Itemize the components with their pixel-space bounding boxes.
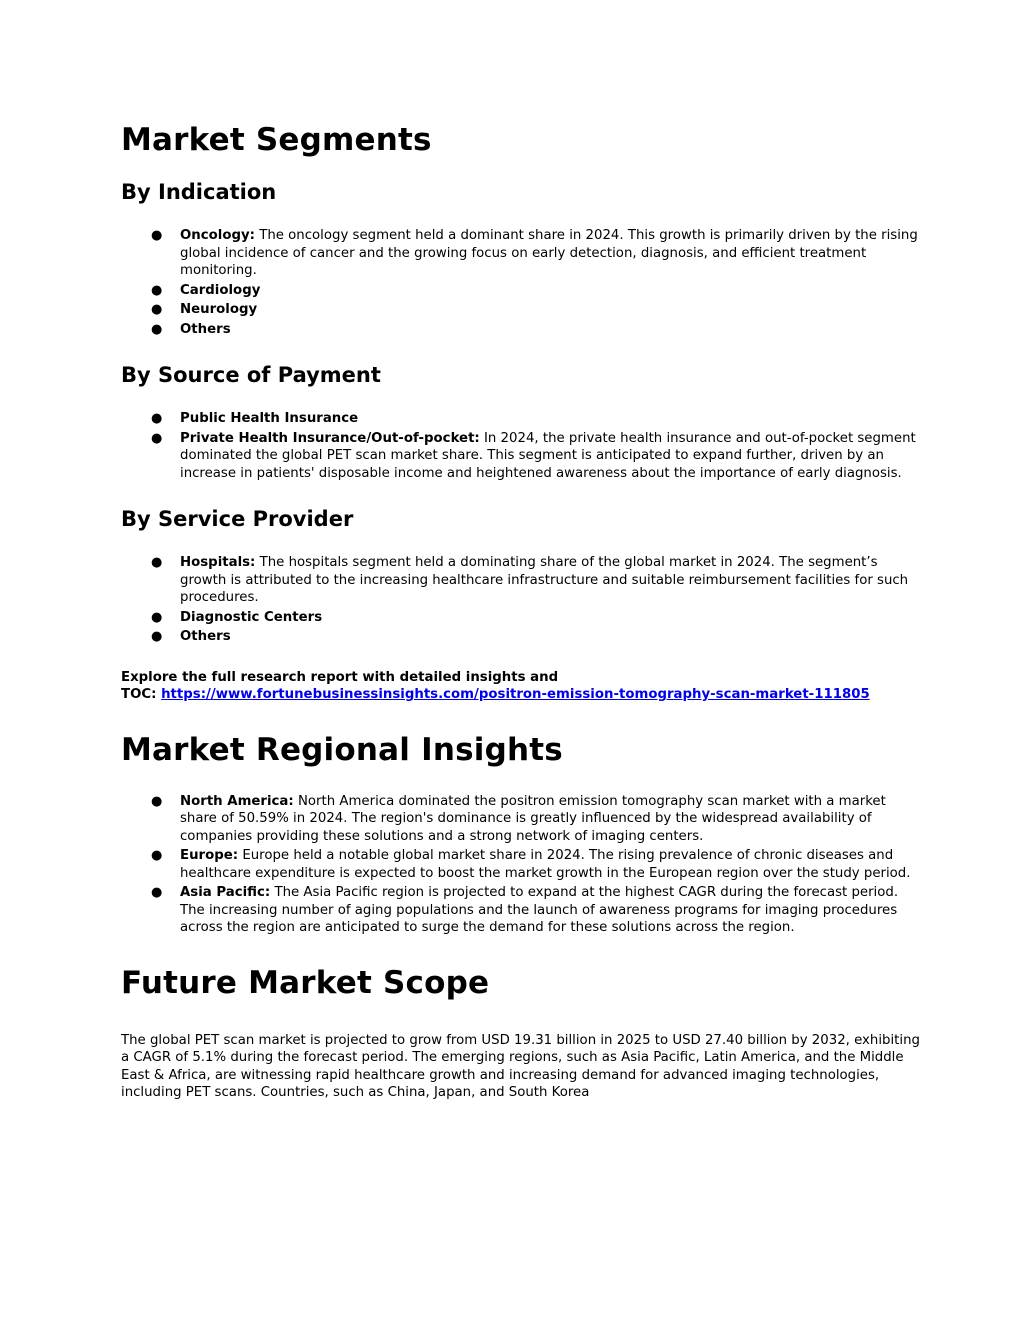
toc-line (121, 686, 921, 704)
item-title: Others (180, 629, 231, 644)
item-title: Others (180, 321, 231, 337)
by-indication-heading: By Indication (121, 180, 277, 204)
payment-list (121, 410, 921, 482)
item-text: Europe held a notable global market share in 2024. The rising prevalence of chronic diseases and healthcare expenditure is expected to boost the market growth in the European region over the study period. (180, 848, 911, 881)
list-item-private-insurance (121, 430, 921, 483)
item-title: North America: (180, 793, 294, 809)
bullet-icon: ● (151, 555, 163, 570)
list-item-cardiology (121, 282, 921, 300)
bullet-icon: ● (151, 885, 163, 900)
bullet-icon: ● (151, 228, 163, 243)
market-segments-title: Market Segments (121, 122, 432, 158)
list-item-hospitals (121, 554, 921, 607)
list-item-europe (121, 847, 921, 882)
item-title: Diagnostic Centers (180, 609, 323, 625)
future-scope-title: Future Market Scope (121, 964, 490, 1001)
list-item-others (121, 321, 921, 339)
list-item-north-america (121, 793, 921, 846)
future-scope-paragraph: The global PET scan market is projected to grow from USD 19.31 billion in 2025 to USD 27.40 billion by 2032, exhibiting a CAGR of 5.1% during the forecast period. The emerging regions, such as Asia Pacific, Latin America, and the Middle East & Africa, are witnessing rapid healthcare growth and increasing demand for advanced imaging technologies, including PET scans. Countries, such as China, Japan, and South Korea (121, 1032, 920, 1100)
explore-report (121, 669, 921, 704)
toc-label: TOC: (121, 687, 157, 702)
item-title: Hospitals: (180, 555, 256, 570)
item-text: The hospitals segment held a dominating share of the global market in 2024. The segment’s growth is attributed to the increasing healthcare infrastructure and suitable reimbursement facilities for such procedures. (180, 555, 909, 605)
list-item-public-insurance (121, 410, 921, 428)
bullet-icon: ● (151, 430, 163, 446)
regional-insights-title: Market Regional Insights (121, 731, 563, 768)
service-provider-list (121, 554, 921, 646)
by-service-provider-heading: By Service Provider (121, 507, 354, 531)
document-page (121, 0, 921, 1102)
item-title: Cardiology (180, 282, 261, 298)
item-text: In 2024, the private health insurance and out-of-pocket segment dominated the global PET scan market share. This segment is anticipated to expand further, driven by an increase in patients' disposable income and heightened awareness about the importance of early diagnosis. (180, 430, 916, 481)
list-item-neurology (121, 301, 921, 319)
bullet-icon: ● (151, 848, 163, 863)
item-title: Asia Pacific: (180, 885, 271, 900)
by-source-of-payment-heading: By Source of Payment (121, 363, 381, 387)
bullet-icon: ● (151, 321, 163, 337)
explore-text: Explore the full research report with detailed insights and (121, 669, 559, 685)
bullet-icon: ● (151, 302, 163, 317)
report-link[interactable]: https://www.fortunebusinessinsights.com/positron-emission-tomography-scan-market-111805 (161, 687, 870, 702)
list-item-others (121, 628, 921, 646)
item-title: Neurology (180, 302, 258, 317)
bullet-icon: ● (151, 411, 163, 426)
item-text: The oncology segment held a dominant share in 2024. This growth is primarily driven by the rising global incidence of cancer and the growing focus on early detection, diagnosis, and efficient treatment monitoring. (180, 228, 918, 278)
regional-list (121, 793, 921, 937)
bullet-icon: ● (151, 793, 163, 809)
item-title: Public Health Insurance (180, 411, 359, 426)
item-title: Private Health Insurance/Out-of-pocket: (180, 430, 480, 446)
bullet-icon: ● (151, 629, 163, 644)
item-title: Oncology: (180, 228, 255, 243)
bullet-icon: ● (151, 609, 163, 625)
indication-list (121, 227, 921, 338)
list-item-asia-pacific (121, 884, 921, 937)
list-item-oncology (121, 227, 921, 280)
item-text: North America dominated the positron emission tomography scan market with a market share of 50.59% in 2024. The region's dominance is greatly influenced by the widespread availability of companies providing these solutions and a strong network of imaging centers. (180, 793, 886, 844)
list-item-diagnostic-centers (121, 609, 921, 627)
bullet-icon: ● (151, 282, 163, 298)
item-text: The Asia Pacific region is projected to expand at the highest CAGR during the forecast period. The increasing number of aging populations and the launch of awareness programs for imaging procedures across the region are anticipated to surge the demand for these solutions across the region. (180, 885, 899, 935)
item-title: Europe: (180, 848, 239, 863)
